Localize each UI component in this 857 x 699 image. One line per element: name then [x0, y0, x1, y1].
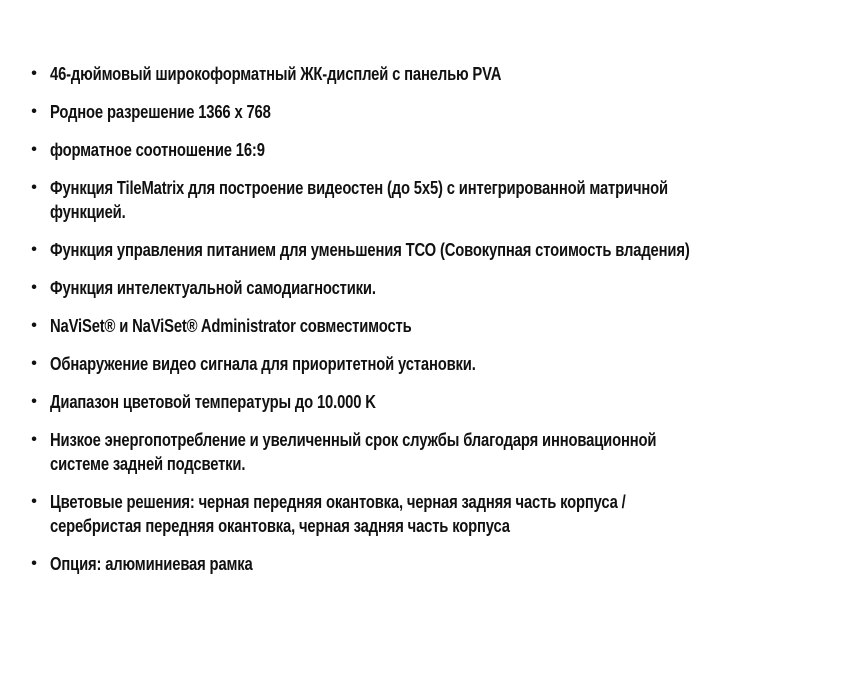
feature-item [0, 390, 857, 414]
feature-text: Функция интелектуальной самодиагностики. [50, 277, 376, 298]
feature-item [0, 552, 857, 576]
bullet-icon: • [31, 393, 37, 410]
bullet-icon: • [31, 241, 37, 258]
feature-item [0, 176, 857, 224]
feature-text: 46-дюймовый широкоформатный ЖК-дисплей с панелью PVA [50, 63, 502, 84]
feature-item [0, 428, 857, 476]
feature-text-line: системе задней подсветки. [50, 453, 246, 474]
feature-text [50, 490, 847, 538]
bullet-icon: • [31, 555, 37, 572]
bullet-icon: • [31, 103, 37, 120]
feature-text: Родное разрешение 1366 x 768 [50, 101, 271, 122]
feature-item [0, 100, 857, 124]
feature-item [0, 314, 857, 338]
feature-text: NaViSet® и NaViSet® Administrator совместимость [50, 315, 412, 336]
bullet-icon: • [31, 355, 37, 372]
feature-text: Функция управления питанием для уменьшения ТСО (Совокупная стоимость владения) [50, 239, 690, 260]
bullet-icon: • [31, 65, 37, 82]
feature-item [0, 62, 857, 86]
feature-text-line: Функция TileMatrix для построение видеостен (до 5x5) с интегрированной матричной [50, 177, 668, 198]
feature-text-line: функцией. [50, 201, 126, 222]
feature-item [0, 490, 857, 538]
feature-text: Опция: алюминиевая рамка [50, 553, 253, 574]
feature-item [0, 238, 857, 262]
feature-text [50, 176, 847, 224]
feature-item [0, 352, 857, 376]
bullet-icon: • [31, 431, 37, 448]
feature-item [0, 138, 857, 162]
bullet-icon: • [31, 279, 37, 296]
feature-text: Обнаружение видео сигнала для приоритетной установки. [50, 353, 476, 374]
feature-text: Диапазон цветовой температуры до 10.000 K [50, 391, 376, 412]
feature-text-line: Низкое энергопотребление и увеличенный срок службы благодаря инновационной [50, 429, 657, 450]
bullet-icon: • [31, 317, 37, 334]
feature-text: форматное соотношение 16:9 [50, 139, 265, 160]
feature-item [0, 276, 857, 300]
feature-text-line: Цветовые решения: черная передняя окантовка, черная задняя часть корпуса / [50, 491, 626, 512]
bullet-icon: • [31, 179, 37, 196]
feature-list [0, 62, 857, 590]
feature-text [50, 428, 847, 476]
bullet-icon: • [31, 493, 37, 510]
bullet-icon: • [31, 141, 37, 158]
feature-text-line: серебристая передняя окантовка, черная задняя часть корпуса [50, 515, 510, 536]
